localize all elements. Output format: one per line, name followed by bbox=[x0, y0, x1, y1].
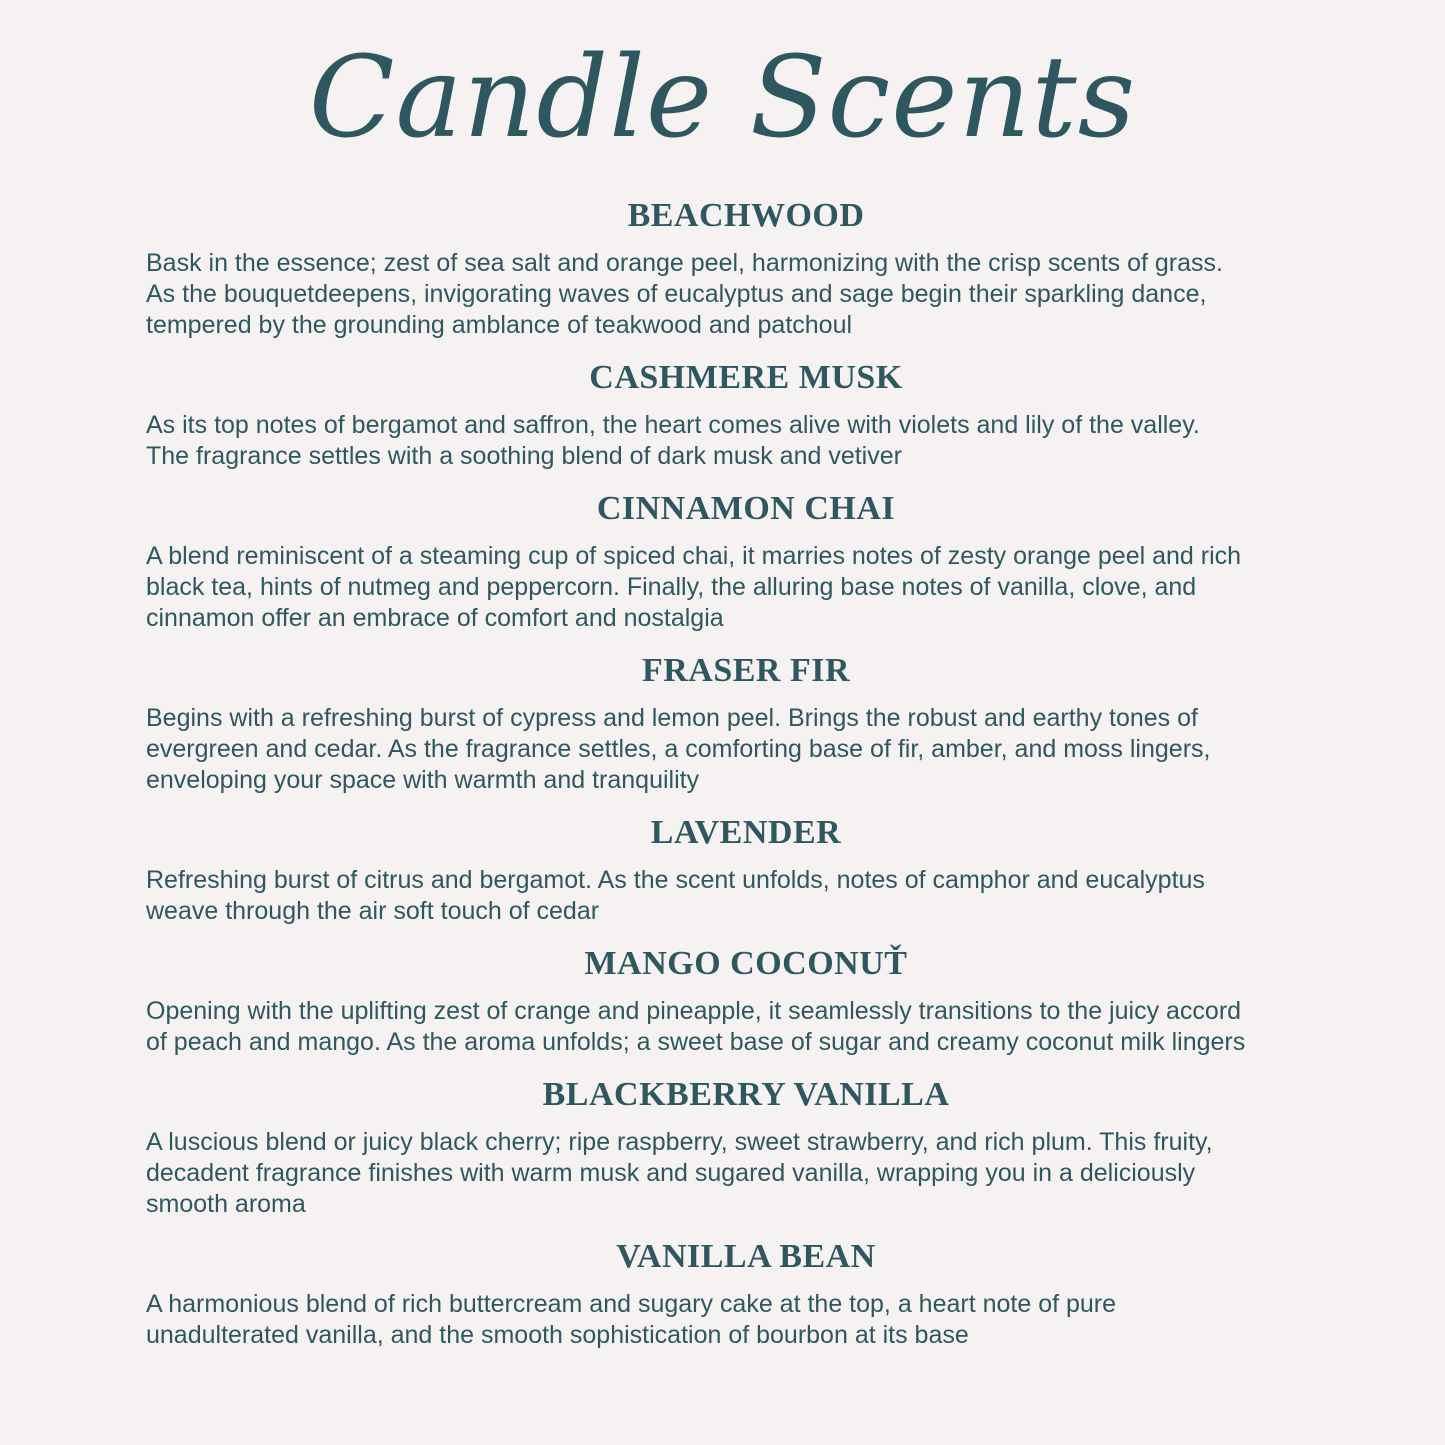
description-line: black tea, hints of nutmeg and peppercorn. Finally, the alluring base notes of vanilla, clove, and bbox=[146, 573, 1197, 601]
scent-beachwood bbox=[146, 196, 1346, 341]
description-line: of peach and mango. As the aroma unfolds; a sweet base of sugar and creamy coconut milk lingers bbox=[146, 1028, 1246, 1056]
description-line: As its top notes of bergamot and saffron, the heart comes alive with violets and lily of the valley. bbox=[146, 411, 1200, 439]
scent-description bbox=[146, 703, 1346, 796]
description-line: Bask in the essence; zest of sea salt and orange peel, harmonizing with the crisp scents of grass. bbox=[146, 249, 1223, 277]
scent-name: BEACHWOOD bbox=[627, 197, 865, 234]
scent-list bbox=[146, 196, 1346, 1368]
scent-name: CASHMERE MUSK bbox=[589, 359, 903, 396]
description-line: smooth aroma bbox=[146, 1190, 306, 1218]
description-line: Begins with a refreshing burst of cypress and lemon peel. Brings the robust and earthy tones of bbox=[146, 704, 1198, 732]
description-line: unadulterated vanilla, and the smooth sophistication of bourbon at its base bbox=[146, 1321, 969, 1349]
scent-blackberry-vanilla bbox=[146, 1075, 1346, 1220]
description-line: enveloping your space with warmth and tranquility bbox=[146, 766, 700, 794]
scent-lavender bbox=[146, 813, 1346, 927]
description-line: decadent fragrance finishes with warm musk and sugared vanilla, wrapping you in a deliciously bbox=[146, 1159, 1196, 1187]
scent-name: VANILLA BEAN bbox=[616, 1238, 876, 1275]
description-line: A luscious blend or juicy black cherry; ripe raspberry, sweet strawberry, and rich plum. This fruity, bbox=[146, 1128, 1213, 1156]
scent-description bbox=[146, 410, 1346, 472]
description-line: Refreshing burst of citrus and bergamot. As the scent unfolds, notes of camphor and eucalyptus bbox=[146, 866, 1205, 894]
scent-description bbox=[146, 996, 1346, 1058]
scent-cinnamon-chai bbox=[146, 489, 1346, 634]
scent-vanilla-bean bbox=[146, 1237, 1346, 1351]
scent-name: FRASER FIR bbox=[641, 652, 851, 689]
scent-description bbox=[146, 248, 1346, 341]
scent-description bbox=[146, 865, 1346, 927]
scent-name: CINNAMON CHAI bbox=[596, 490, 896, 527]
description-line: weave through the air soft touch of cedar bbox=[146, 897, 600, 925]
description-line: As the bouquetdeepens, invigorating waves of eucalyptus and sage begin their sparkling dance, bbox=[146, 280, 1207, 308]
scent-description bbox=[146, 1289, 1346, 1351]
scent-cashmere-musk bbox=[146, 358, 1346, 472]
description-line: A blend reminiscent of a steaming cup of spiced chai, it marries notes of zesty orange peel and rich bbox=[146, 542, 1242, 570]
description-line: tempered by the grounding amblance of teakwood and patchoul bbox=[146, 311, 853, 339]
page-title: Candle Scents bbox=[308, 33, 1137, 163]
scent-description bbox=[146, 541, 1346, 634]
scent-description bbox=[146, 1127, 1346, 1220]
description-line: evergreen and cedar. As the fragrance settles, a comforting base of fir, amber, and moss lingers, bbox=[146, 735, 1211, 763]
description-line: cinnamon offer an embrace of comfort and nostalgia bbox=[146, 604, 724, 632]
scent-name: MANGO COCONUŤ bbox=[584, 945, 908, 982]
scent-mango-coconut bbox=[146, 944, 1346, 1058]
scent-name: BLACKBERRY VANILLA bbox=[542, 1076, 950, 1113]
scent-fraser-fir bbox=[146, 651, 1346, 796]
description-line: Opening with the uplifting zest of crange and pineapple, it seamlessly transitions to the juicy accord bbox=[146, 997, 1242, 1025]
scent-name: LAVENDER bbox=[650, 814, 842, 851]
description-line: A harmonious blend of rich buttercream and sugary cake at the top, a heart note of pure bbox=[146, 1290, 1117, 1318]
description-line: The fragrance settles with a soothing blend of dark musk and vetiver bbox=[146, 442, 902, 470]
